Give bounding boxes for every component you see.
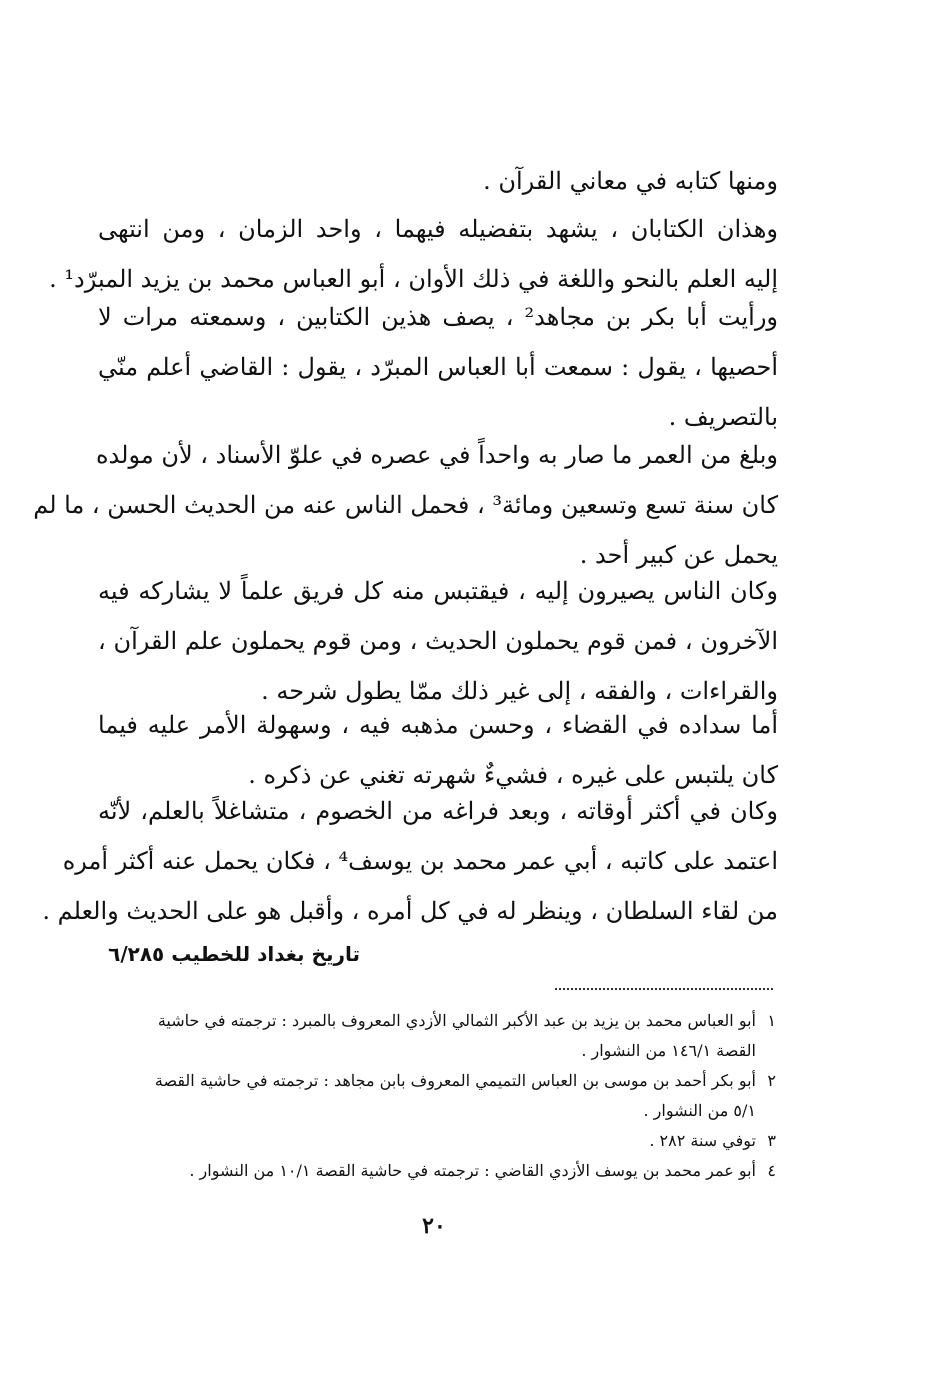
footnotes (96, 1006, 776, 1186)
footnote-number: ٣ (767, 1131, 776, 1150)
footnote (96, 1066, 776, 1126)
paragraph-line: والقراءات ، والفقه ، إلى غير ذلك ممّا يطول شرحه . (261, 677, 778, 705)
body-paragraph (42, 786, 778, 936)
footnote-line: القصة ١٤٦/١ من النشوار . (581, 1041, 756, 1060)
body-paragraph (98, 700, 778, 800)
paragraph-line: وكان في أكثر أوقاته ، وبعد فراغه من الخصوم ، متشاغلاً بالعلم، لأنّه (98, 797, 778, 825)
footnote-divider (555, 988, 773, 990)
paragraph-line: الآخرون ، فمن قوم يحملون الحديث ، ومن قوم يحملون علم القرآن ، (98, 627, 778, 655)
paragraph-line: ورأيت أبا بكر بن مجاهد² ، يصف هذين الكتابين ، وسمعته مرات لا (98, 303, 779, 331)
paragraph-line: وهذان الكتابان ، يشهد بتفضيله فيهما ، واحد الزمان ، ومن انتهى (98, 215, 778, 243)
paragraph-line: بالتصريف . (668, 403, 778, 431)
paragraph-line: يحمل عن كبير أحد . (579, 541, 778, 569)
paragraph-line: أحصيها ، يقول : سمعت أبا العباس المبرّد ، يقول : القاضي أعلم منّي (98, 353, 778, 381)
footnote-line: أبو عمر محمد بن يوسف الأزدي القاضي : ترجمته في حاشية القصة ١٠/١ من النشوار . (189, 1161, 756, 1180)
paragraph-line: من لقاء السلطان ، وينظر له في كل أمره ، وأقبل هو على الحديث والعلم . (42, 897, 778, 925)
paragraph-line: وبلغ من العمر ما صار به واحداً في عصره في علوّ الأسناد ، لأن مولده (95, 441, 778, 469)
footnote-number: ٢ (767, 1071, 776, 1090)
footnote-number: ٤ (767, 1161, 776, 1180)
body-paragraph (49, 204, 778, 304)
footnote-line: توفي سنة ٢٨٢ . (649, 1131, 756, 1150)
paragraph-line: ومنها كتابه في معاني القرآن . (483, 167, 778, 195)
body-paragraph (33, 430, 778, 580)
paragraph-line: أما سداده في القضاء ، وحسن مذهبه فيه ، وسهولة الأمر عليه فيما (98, 711, 778, 739)
footnote (96, 1006, 776, 1066)
body-paragraph (98, 566, 778, 716)
body-paragraph (98, 292, 778, 442)
paragraph-line: اعتمد على كاتبه ، أبي عمر محمد بن يوسف⁴ ، فكان يحمل عنه أكثر أمره (62, 847, 778, 875)
paragraph-line: كان يلتبس على غيره ، فشيءٌ شهرته تغني عن ذكره . (248, 761, 778, 789)
footnote (96, 1126, 776, 1156)
body-paragraph (98, 156, 778, 206)
footnote-line: أبو بكر أحمد بن موسى بن العباس التميمي المعروف بابن مجاهد : ترجمته في حاشية القصة (154, 1071, 756, 1090)
footnote (96, 1156, 776, 1186)
paragraph-line: وكان الناس يصيرون إليه ، فيقتبس منه كل فريق علماً لا يشاركه فيه (98, 577, 778, 605)
paragraph-line: كان سنة تسع وتسعين ومائة³ ، فحمل الناس عنه من الحديث الحسن ، ما لم (33, 491, 778, 519)
footnote-number: ١ (767, 1011, 776, 1030)
paragraph-line: إليه العلم بالنحو واللغة في ذلك الأوان ، أبو العباس محمد بن يزيد المبرّد¹ . (49, 265, 778, 293)
footnote-line: ٥/١ من النشوار . (643, 1101, 756, 1120)
page-number: ٢٠ (422, 1213, 446, 1239)
source-reference: تاريخ بغداد للخطيب ٦/٢٨٥ (108, 942, 360, 966)
footnote-line: أبو العباس محمد بن يزيد بن عبد الأكبر الثمالي الأزدي المعروف بالمبرد : ترجمته في حاشية (157, 1011, 756, 1030)
